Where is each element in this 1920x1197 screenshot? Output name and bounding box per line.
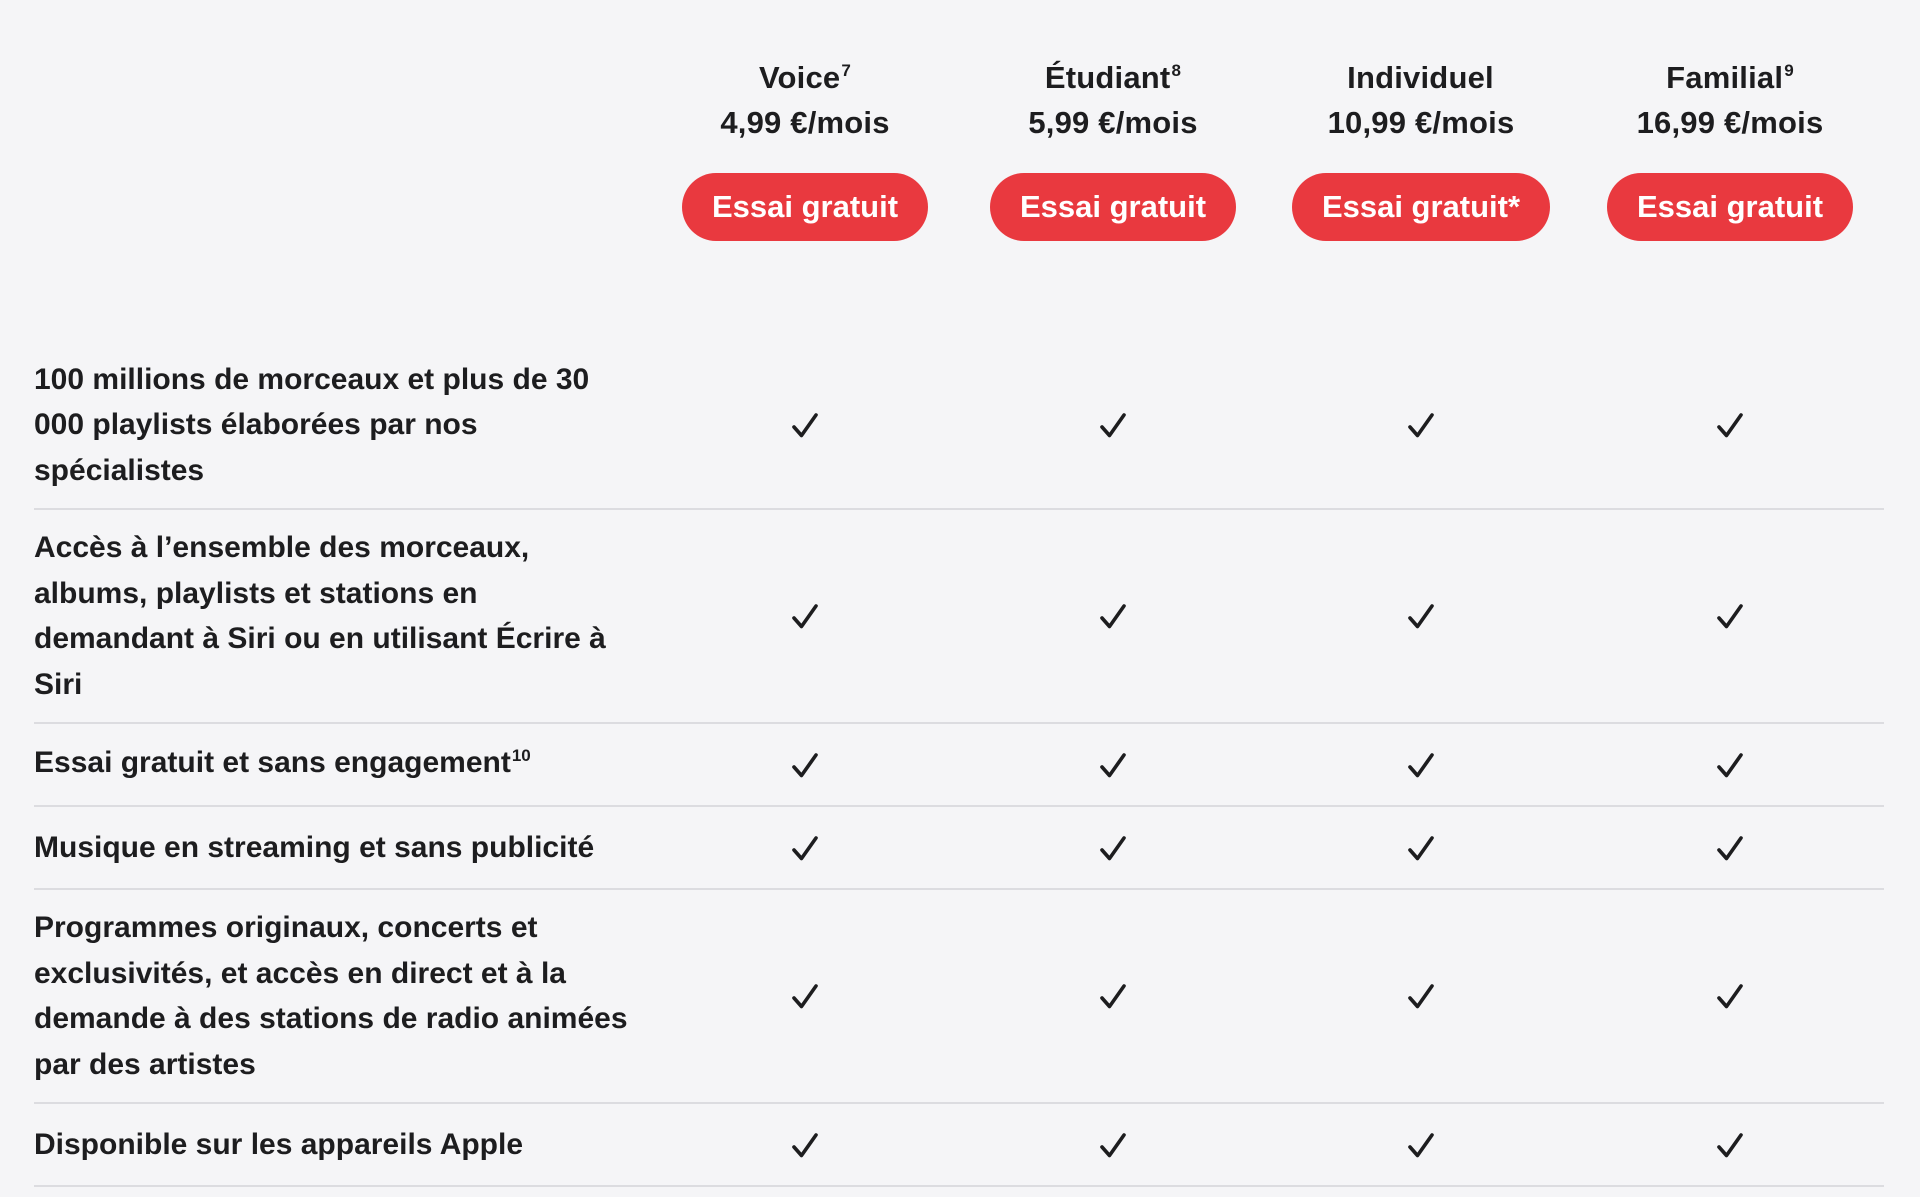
feature-label: 100 millions de morceaux et plus de 30 000 playlists élaborées par nos spécialistes xyxy=(34,362,590,487)
checkmark-icon xyxy=(1710,598,1750,638)
plan-individuel xyxy=(1271,58,1571,241)
checkmark-icon xyxy=(1710,978,1750,1018)
checkmark-icon xyxy=(1401,407,1441,447)
checkmark-icon xyxy=(1093,598,1133,638)
checkmark-icon xyxy=(1093,747,1133,787)
checkmark-icon xyxy=(1401,978,1441,1018)
features-table xyxy=(34,342,1884,1187)
checkmark-icon xyxy=(1093,830,1133,870)
plan-name: Familial$^9$ xyxy=(1666,60,1794,95)
checkmark-icon xyxy=(1710,407,1750,447)
free-trial-button-voice[interactable]: Essai gratuit xyxy=(682,173,928,241)
checkmark-icon xyxy=(1401,747,1441,787)
plan-familial xyxy=(1580,58,1880,241)
checkmark-icon xyxy=(785,407,825,447)
checkmark-icon xyxy=(1401,1127,1441,1167)
free-trial-button-individuel[interactable]: Essai gratuit* xyxy=(1292,173,1550,241)
plan-price: 5,99 €/mois xyxy=(1028,105,1198,140)
plan-name: Voice$^7$ xyxy=(758,60,852,95)
feature-row xyxy=(34,342,1884,510)
feature-label: Programmes originaux, concerts et exclusivités, et accès en direct et à la demande à des stations de radio animées par des artistes xyxy=(34,911,628,1081)
checkmark-icon xyxy=(785,978,825,1018)
checkmark-icon xyxy=(1710,830,1750,870)
free-trial-button-familial[interactable]: Essai gratuit xyxy=(1607,173,1853,241)
checkmark-icon xyxy=(785,1127,825,1167)
footnote-marker[interactable]: 9 xyxy=(1784,61,1794,80)
plan-etudiant xyxy=(963,58,1263,241)
checkmark-icon xyxy=(1710,1127,1750,1167)
checkmark-icon xyxy=(785,747,825,787)
checkmark-icon xyxy=(1093,1127,1133,1167)
plan-header xyxy=(0,0,1920,260)
plan-name: Étudiant$^8$ xyxy=(1044,60,1182,95)
feature-label: Accès à l’ensemble des morceaux, albums, playlists et stations en demandant à Siri ou en utilisant Écrire à Siri xyxy=(34,531,606,701)
feature-label: Essai gratuit et sans engagement$^{10}$ xyxy=(34,745,531,779)
feature-label: Musique en streaming et sans publicité xyxy=(34,830,595,864)
checkmark-icon xyxy=(1093,978,1133,1018)
plan-price: 16,99 €/mois xyxy=(1636,105,1824,140)
footnote-marker[interactable]: 10 xyxy=(511,745,531,765)
free-trial-button-etudiant[interactable]: Essai gratuit xyxy=(990,173,1236,241)
checkmark-icon xyxy=(1093,407,1133,447)
checkmark-icon xyxy=(785,598,825,638)
feature-label: Disponible sur les appareils Apple xyxy=(34,1127,524,1161)
checkmark-icon xyxy=(1401,830,1441,870)
footnote-marker[interactable]: 7 xyxy=(841,61,852,80)
checkmark-icon xyxy=(1710,747,1750,787)
feature-row xyxy=(34,510,1884,724)
checkmark-icon xyxy=(1401,598,1441,638)
plan-name: Individuel xyxy=(1347,60,1494,95)
feature-row xyxy=(34,1104,1884,1187)
plan-voice xyxy=(655,58,955,241)
feature-row xyxy=(34,807,1884,890)
checkmark-icon xyxy=(785,830,825,870)
plan-price: 10,99 €/mois xyxy=(1327,105,1515,140)
plan-price: 4,99 €/mois xyxy=(720,105,890,140)
feature-row xyxy=(34,890,1884,1104)
footnote-marker[interactable]: 8 xyxy=(1171,61,1182,80)
feature-row xyxy=(34,724,1884,807)
